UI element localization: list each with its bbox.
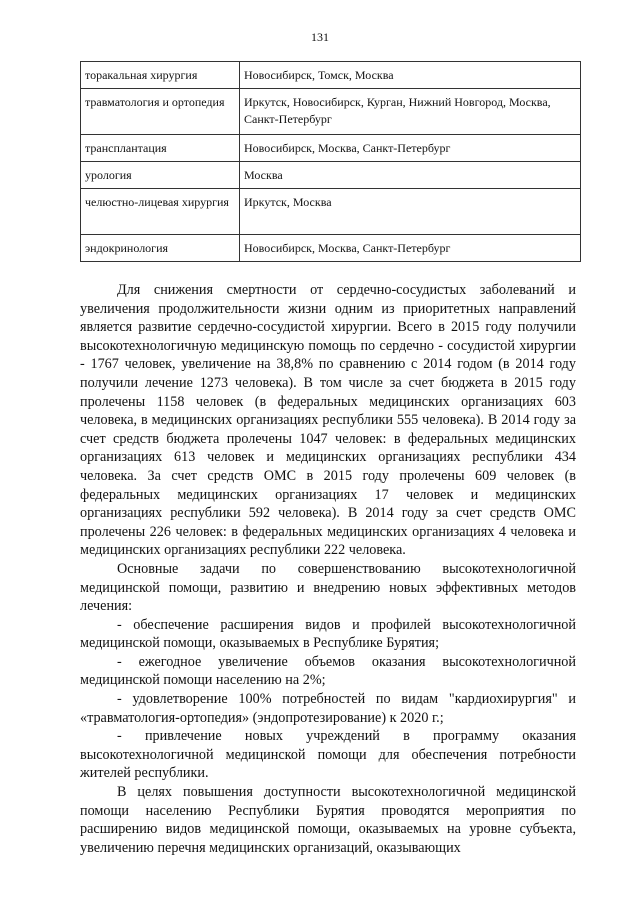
paragraph-accessibility: В целях повышения доступности высокотехнологичной медицинской помощи населению Республики Бурятия проводятся мероприятия по расширению видов медицинской помощи, оказываемых на уровне субъекта, увеличению перечня медицинских организаций, оказывающих (80, 784, 576, 856)
table-row (81, 189, 581, 235)
cities-cell: Иркутск, Новосибирск, Курган, Нижний Новгород, Москва, Санкт-Петербург (240, 89, 581, 135)
task-list-item: - удовлетворение 100% потребностей по видам "кардиохирургия" и «травматология-ортопедия» (эндопротезирование) к 2020 г.; (80, 691, 576, 726)
table-row (81, 162, 581, 189)
table-row (81, 135, 581, 162)
task-list-item: - обеспечение расширения видов и профилей высокотехнологичной медицинской помощи, оказываемых в Республике Бурятия; (80, 616, 576, 652)
specialty-cell: травматология и ортопедия (81, 89, 240, 135)
page-number: 131 (311, 30, 329, 44)
task-list-item: - привлечение новых учреждений в программу оказания высокотехнологичной медицинской помощи для обеспечения потребности жителей республики. (80, 728, 576, 782)
cities-cell: Иркутск, Москва (240, 189, 581, 235)
table-row (81, 89, 581, 135)
cities-cell: Москва (240, 162, 581, 189)
task-list-item: - ежегодное увеличение объемов оказания высокотехнологичной медицинской помощи населению на 2%; (80, 653, 576, 689)
specialty-cell: эндокринология (81, 235, 240, 262)
cities-cell: Новосибирск, Москва, Санкт-Петербург (240, 135, 581, 162)
specialty-cities-table (80, 61, 581, 262)
table-row (81, 62, 581, 89)
specialty-cell: урология (81, 162, 240, 189)
specialty-cell: челюстно-лицевая хирургия (81, 189, 240, 235)
paragraph-cardiac-surgery: Для снижения смертности от сердечно-сосудистых заболеваний и увеличения продолжительности жизни одним из приоритетных направлений является развитие сердечно-сосудистой хирургии. Всего в 2015 году получили высокотехнологичную медицинскую помощь по сердечно - сосудистой хирургии - 1767 человек, увеличение на 38,8% по сравнению с 2014 годом (в 2014 году получили лечение 1273 человека). В том числе за счет бюджета в 2015 году пролечены 1158 человек (в федеральных медицинских организациях 603 человека, в медицинских организациях республики 555 человека). В 2014 году за счет средств бюджета пролечены 1047 человек: в федеральных медицинских организациях 613 человек и медицинских организациях республики 434 человека. За счет средств ОМС в 2015 году пролечены 609 человек (в федеральных медицинских организациях 17 человек и медицинских организациях республики 592 человека). В 2014 году за счет средств ОМС пролечены 226 человек: в федеральных медицинских организациях 4 человека и медицинских организациях республики 222 человека. (80, 282, 576, 559)
specialty-cell: торакальная хирургия (81, 62, 240, 89)
specialty-cell: трансплантация (81, 135, 240, 162)
paragraph-main-tasks: Основные задачи по совершенствованию высокотехнологичной медицинской помощи, развитию и внедрению новых эффективных методов лечения: (80, 560, 576, 615)
body-text (80, 281, 576, 857)
cities-cell: Новосибирск, Москва, Санкт-Петербург (240, 235, 581, 262)
table-row (81, 235, 581, 262)
cities-cell: Новосибирск, Томск, Москва (240, 62, 581, 89)
